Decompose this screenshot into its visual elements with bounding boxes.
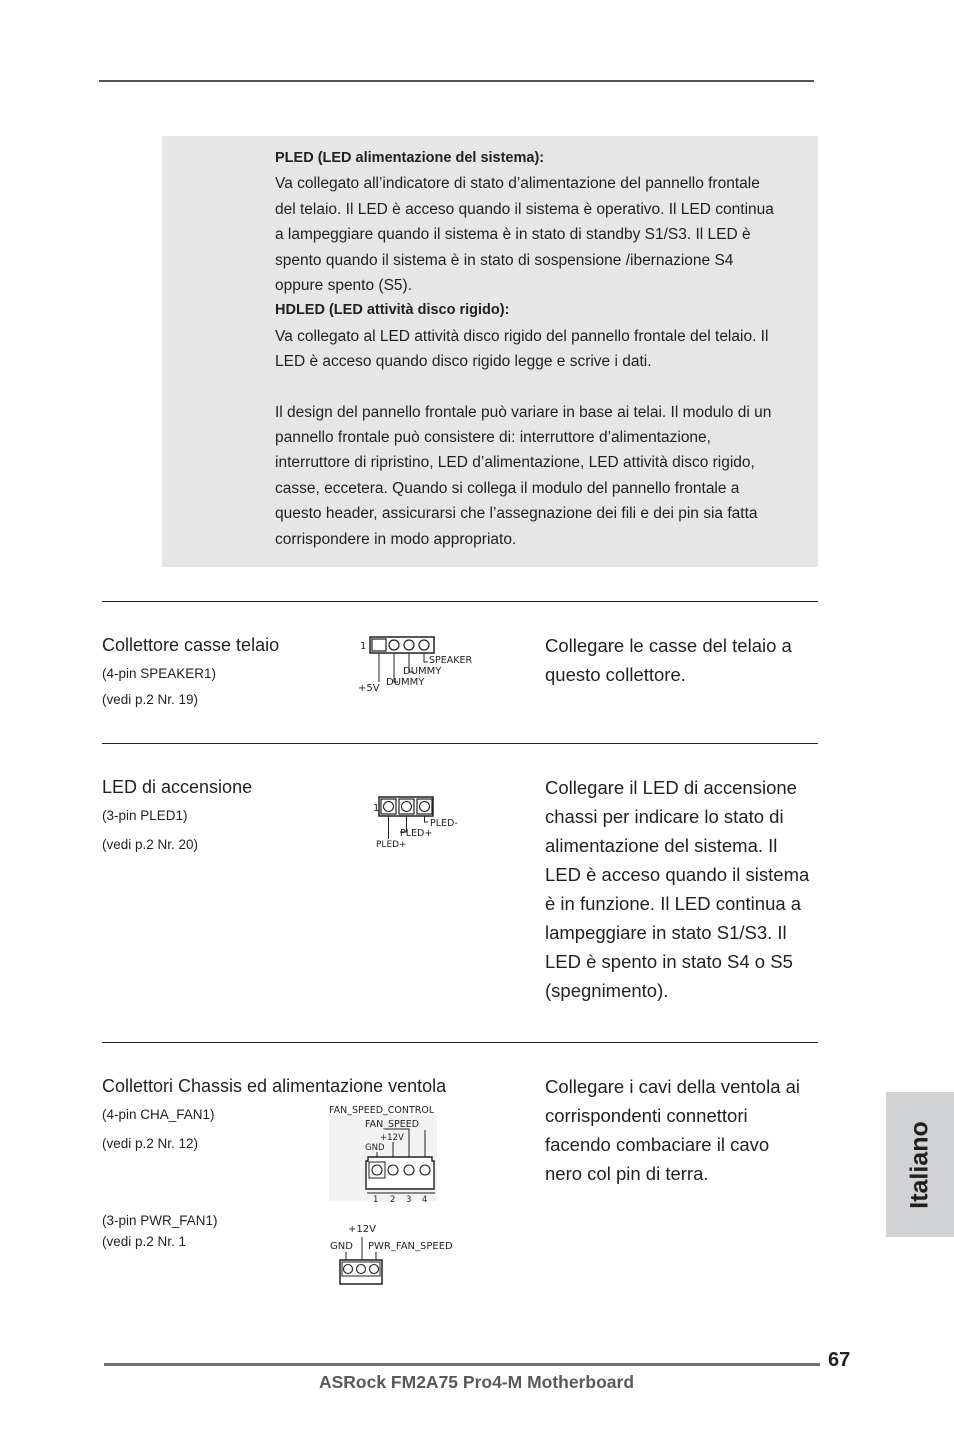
desc-line: lampeggiare in stato S1/S3. Il [545,922,787,943]
pled-description [545,773,825,1005]
language-tab [886,1092,954,1237]
pled-plus-text: PLED+ [400,828,433,839]
desc-line: nero col pin di terra. [545,1163,709,1184]
note-text [275,146,820,552]
pin-number-text: 2 [390,1195,396,1205]
gnd-text: GND [330,1241,353,1252]
pin-number-text: 1 [373,1195,379,1205]
fan-description [545,1072,825,1188]
desc-line: alimentazione del sistema. Il [545,835,778,856]
note-line: casse, eccetera. Quando si collega il modulo del pannello frontale a [275,479,740,497]
cha-fan-header-diagram [327,1101,447,1205]
pwr-fan-pin-label: (3-pin PWR_FAN1) [102,1213,218,1228]
speaker-pin-label: (4-pin SPEAKER1) [102,666,217,681]
language-tab-label: Italiano [905,1120,934,1209]
section-divider [102,601,818,602]
speaker-header-diagram [356,632,486,694]
desc-line: Collegare il LED di accensione [545,777,797,798]
pin-one-label: 1 [373,803,380,814]
desc-line: corrispondenti connettori [545,1105,748,1126]
pwr-fan-header-diagram [328,1220,468,1288]
desc-line: LED è acceso quando il sistema [545,864,810,885]
desc-line: (spegnimento). [545,980,669,1001]
desc-line: facendo combaciare il cavo [545,1134,770,1155]
note-line: spento quando il sistema è in stato di sospensione /ibernazione S4 [275,251,734,269]
pwr-fan-page-ref: (vedi p.2 Nr. 1 [102,1234,187,1249]
desc-line: questo collettore. [545,664,686,685]
cha-fan-pin-label: (4-pin CHA_FAN1) [102,1107,215,1122]
desc-line: Collegare i cavi della ventola ai [545,1076,801,1097]
note-line: corrispondere in modo appropriato. [275,530,517,548]
desc-line: LED è spento in stato S4 o S5 [545,951,793,972]
note-line: a lampeggiare quando il sistema è in stato di standby S1/S3. Il LED è [275,226,751,244]
hdled-heading: HDLED (LED attività disco rigido): [275,302,510,319]
pin-number-text: 4 [422,1195,428,1205]
desc-line: è in funzione. Il LED continua a [545,893,802,914]
note-line: interruttore di ripristino, LED d’alimentazione, LED attività disco rigido, [275,454,755,472]
note-line: Il design del pannello frontale può variare in base ai telai. Il modulo di un [275,403,772,421]
pled-page-ref: (vedi p.2 Nr. 20) [102,837,199,852]
pled-header-diagram [372,794,462,850]
footer-rule [104,1363,820,1366]
pled-section-title: LED di accensione [102,777,253,797]
note-line: oppure spento (S5). [275,277,413,295]
dummy-pin-text: DUMMY [386,677,425,688]
pled-plus-text: PLED+ [376,840,407,850]
note-line: LED è acceso quando disco rigido legge e scrive i dati. [275,353,652,371]
footer-title: ASRock FM2A75 Pro4-M Motherboard [318,1372,635,1392]
desc-line: Collegare le casse del telaio a [545,635,792,656]
pwr-fan-speed-text: PWR_FAN_SPEED [368,1241,453,1252]
note-line: Va collegato all’indicatore di stato d’alimentazione del pannello frontale [275,175,760,193]
desc-line: chassi per indicare lo stato di [545,806,784,827]
note-line: Va collegato al LED attività disco rigido del pannello frontale del telaio. Il [275,327,769,345]
page-number: 67 [828,1349,851,1371]
gnd-text: GND [365,1143,385,1153]
header-rule [99,80,814,82]
pled-pin-label: (3-pin PLED1) [102,808,188,823]
speaker-description [545,631,825,689]
note-line: del telaio. Il LED è acceso quando il sistema è operativo. Il LED continua [275,200,774,218]
speaker-pin-text: SPEAKER [429,655,473,666]
dummy-pin-text: DUMMY [403,666,442,677]
plus12v-text: +12V [380,1133,404,1143]
pin-number-text: 3 [406,1195,412,1205]
pled-minus-text: PLED- [430,818,458,829]
note-line: pannello frontale può consistere di: interruttore d’alimentazione, [275,429,711,447]
cha-fan-page-ref: (vedi p.2 Nr. 12) [102,1136,199,1151]
plus5v-pin-text: +5V [358,683,380,694]
fan-speed-control-text: FAN_SPEED_CONTROL [329,1105,435,1116]
pled-heading: PLED (LED alimentazione del sistema): [275,150,545,166]
fan-speed-text: FAN_SPEED [365,1119,420,1130]
note-line: questo header, assicurarsi che l’assegnazione dei fili e dei pin sia fatta [275,505,758,523]
section-divider [102,1042,818,1043]
pin-one-label: 1 [360,641,367,652]
plus12v-text: +12V [348,1224,376,1235]
section-divider [102,743,818,744]
speaker-page-ref: (vedi p.2 Nr. 19) [102,692,199,707]
speaker-section-title: Collettore casse telaio [102,635,280,655]
fan-section-title: Collettori Chassis ed alimentazione ventola [102,1076,447,1096]
